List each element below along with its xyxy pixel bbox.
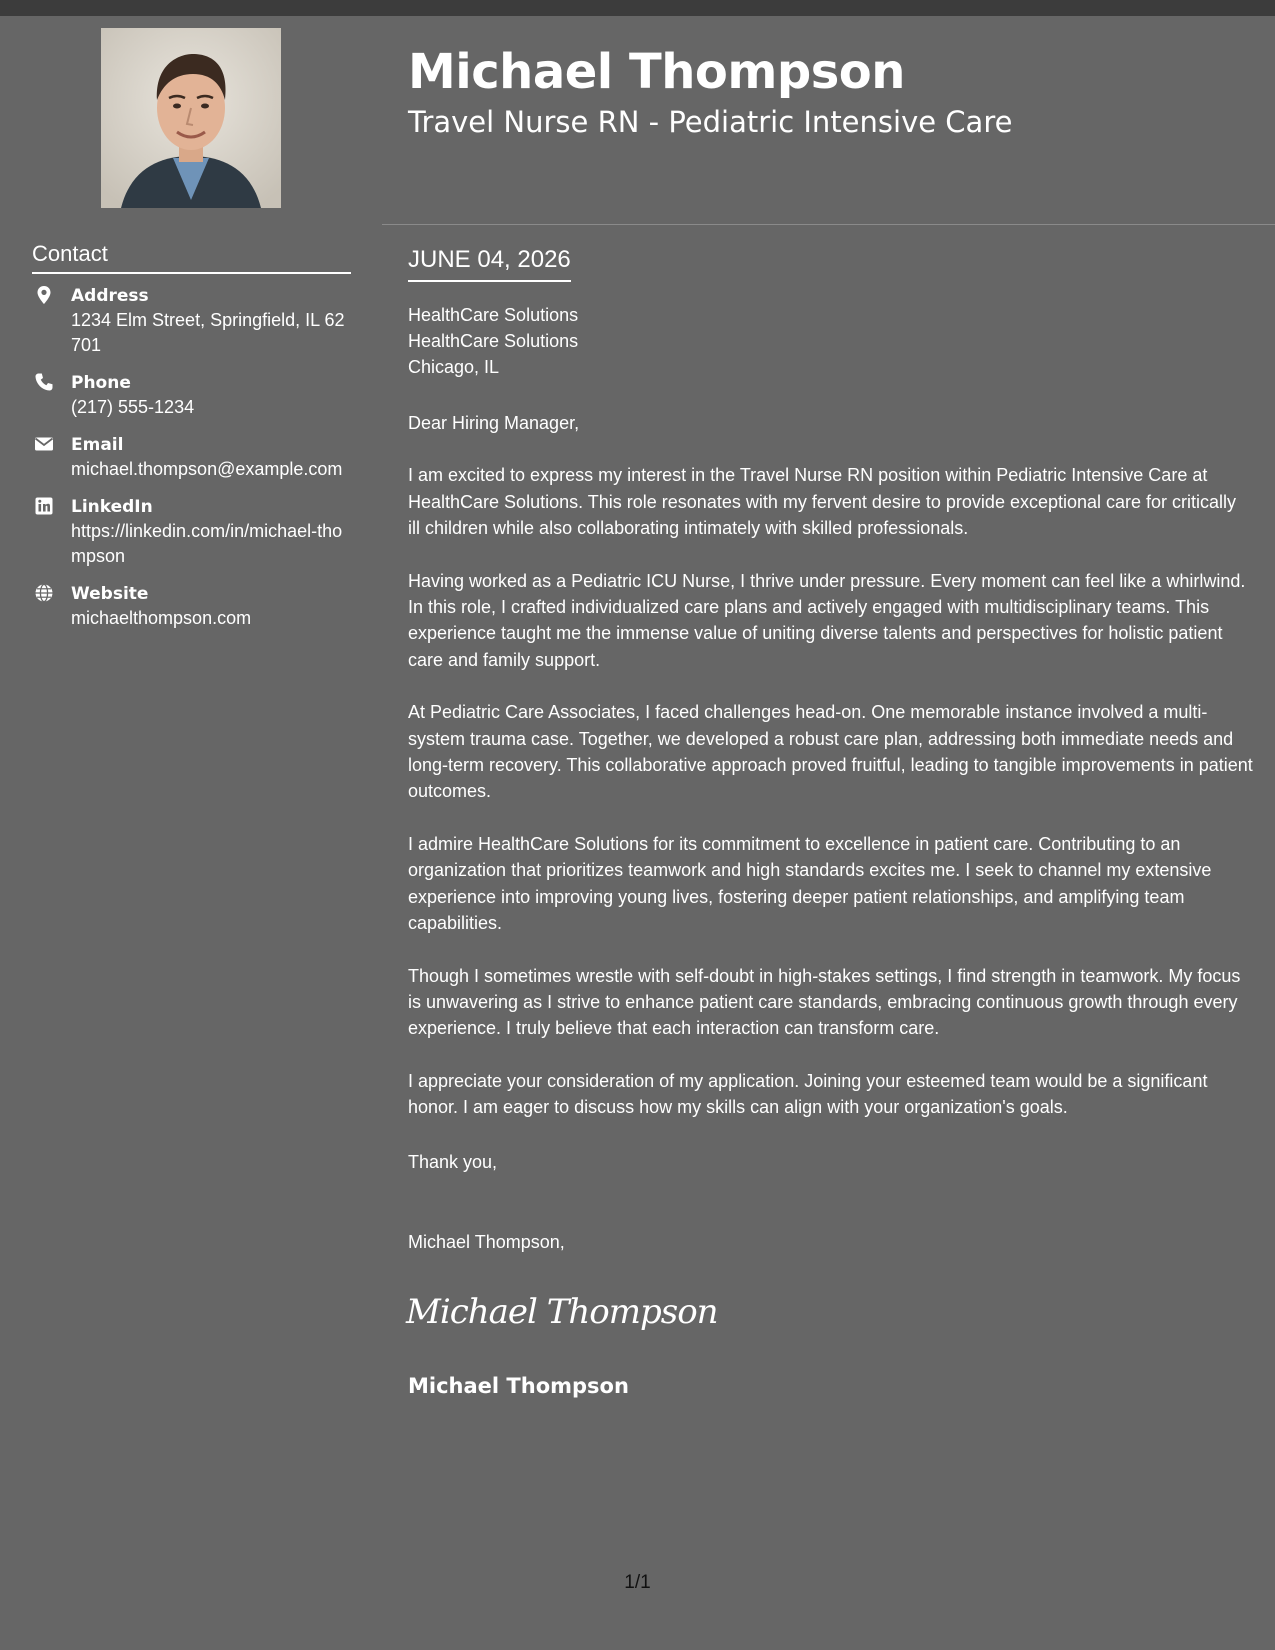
letter-body xyxy=(408,410,1253,1147)
contact-label: Email xyxy=(71,435,124,455)
applicant-name: Michael Thompson xyxy=(408,44,905,100)
letter-paragraph: Having worked as a Pediatric ICU Nurse, I thrive under pressure. Every moment can feel like a whirlwind. In this role, I crafted individualized care plans and actively engaged with multidisciplinary teams. This experience taught me the immense value of uniting diverse talents and perspectives for holistic patient care and family support. xyxy=(408,570,1246,670)
contact-item-phone xyxy=(32,371,351,420)
contact-list xyxy=(32,284,351,644)
contact-value: https://linkedin.com/in/michael-thompson xyxy=(71,521,343,566)
job-title: Travel Nurse RN - Pediatric Intensive Care xyxy=(408,105,1013,139)
contact-label: Website xyxy=(71,584,149,604)
linkedin-icon xyxy=(34,496,54,516)
contact-label: LinkedIn xyxy=(71,497,153,517)
contact-value: 1234 Elm Street, Springfield, IL 62701 xyxy=(71,310,345,355)
recipient-line: Chicago, IL xyxy=(408,357,500,377)
letter-paragraph: Though I sometimes wrestle with self-doubt in high-stakes settings, I find strength in teamwork. My focus is unwavering as I strive to enhance patient care standards, embracing continuous growth through every experience. I truly believe that each interaction can transform care. xyxy=(408,965,1241,1039)
letter-paragraph: At Pediatric Care Associates, I faced challenges head-on. One memorable instance involved a multi-system trauma case. Together, we developed a robust care plan, addressing both immediate needs and long-term recovery. This collaborative approach proved fruitful, leading to tangible improvements in patient outcomes. xyxy=(408,702,1253,802)
signer-line: Michael Thompson, xyxy=(408,1232,565,1252)
contact-item-email xyxy=(32,433,351,482)
envelope-icon xyxy=(34,434,54,454)
contact-value: michael.thompson@example.com xyxy=(71,459,343,479)
globe-icon xyxy=(34,583,54,603)
portrait-image xyxy=(101,28,281,208)
recipient-line: HealthCare Solutions xyxy=(408,331,579,351)
contact-value: michaelthompson.com xyxy=(71,608,252,628)
top-bar xyxy=(0,0,1275,16)
contact-item-linkedin xyxy=(32,495,351,569)
recipient-line: HealthCare Solutions xyxy=(408,305,579,325)
contact-item-website xyxy=(32,582,351,631)
page-number: 1/1 xyxy=(624,1572,651,1593)
contact-label: Address xyxy=(71,286,149,306)
header-divider xyxy=(382,224,1275,225)
letter-paragraph: I appreciate your consideration of my application. Joining your esteemed team would be a significant honor. I am eager to discuss how my skills can align with your organization's goals. xyxy=(408,1070,1208,1118)
letter-date: JUNE 04, 2026 xyxy=(408,245,571,282)
sidebar xyxy=(0,16,382,1650)
recipient-block xyxy=(408,302,1248,380)
contact-value: (217) 555-1234 xyxy=(71,397,195,417)
handwritten-signature: Michael Thompson xyxy=(406,1292,718,1332)
signed-name: Michael Thompson xyxy=(408,1374,629,1398)
phone-icon xyxy=(34,372,54,392)
letter-paragraph: I admire HealthCare Solutions for its commitment to excellence in patient care. Contributing to an organization that prioritizes teamwork and high standards excites me. I seek to channel my extensive experience into improving young lives, fostering deeper patient relationships, and amplifying team capabilities. xyxy=(408,833,1212,934)
closing: Thank you, xyxy=(408,1152,498,1172)
profile-photo xyxy=(101,28,281,208)
contact-item-address xyxy=(32,284,351,358)
letter-paragraph: I am excited to express my interest in the Travel Nurse RN position within Pediatric Intensive Care at HealthCare Solutions. This role resonates with my fervent desire to provide exceptional care for critically ill children while also collaborating intimately with skilled professionals. xyxy=(408,465,1237,539)
map-pin-icon xyxy=(34,285,54,305)
salutation: Dear Hiring Manager, xyxy=(408,413,580,433)
contact-label: Phone xyxy=(71,373,131,393)
contact-heading: Contact xyxy=(32,241,351,274)
